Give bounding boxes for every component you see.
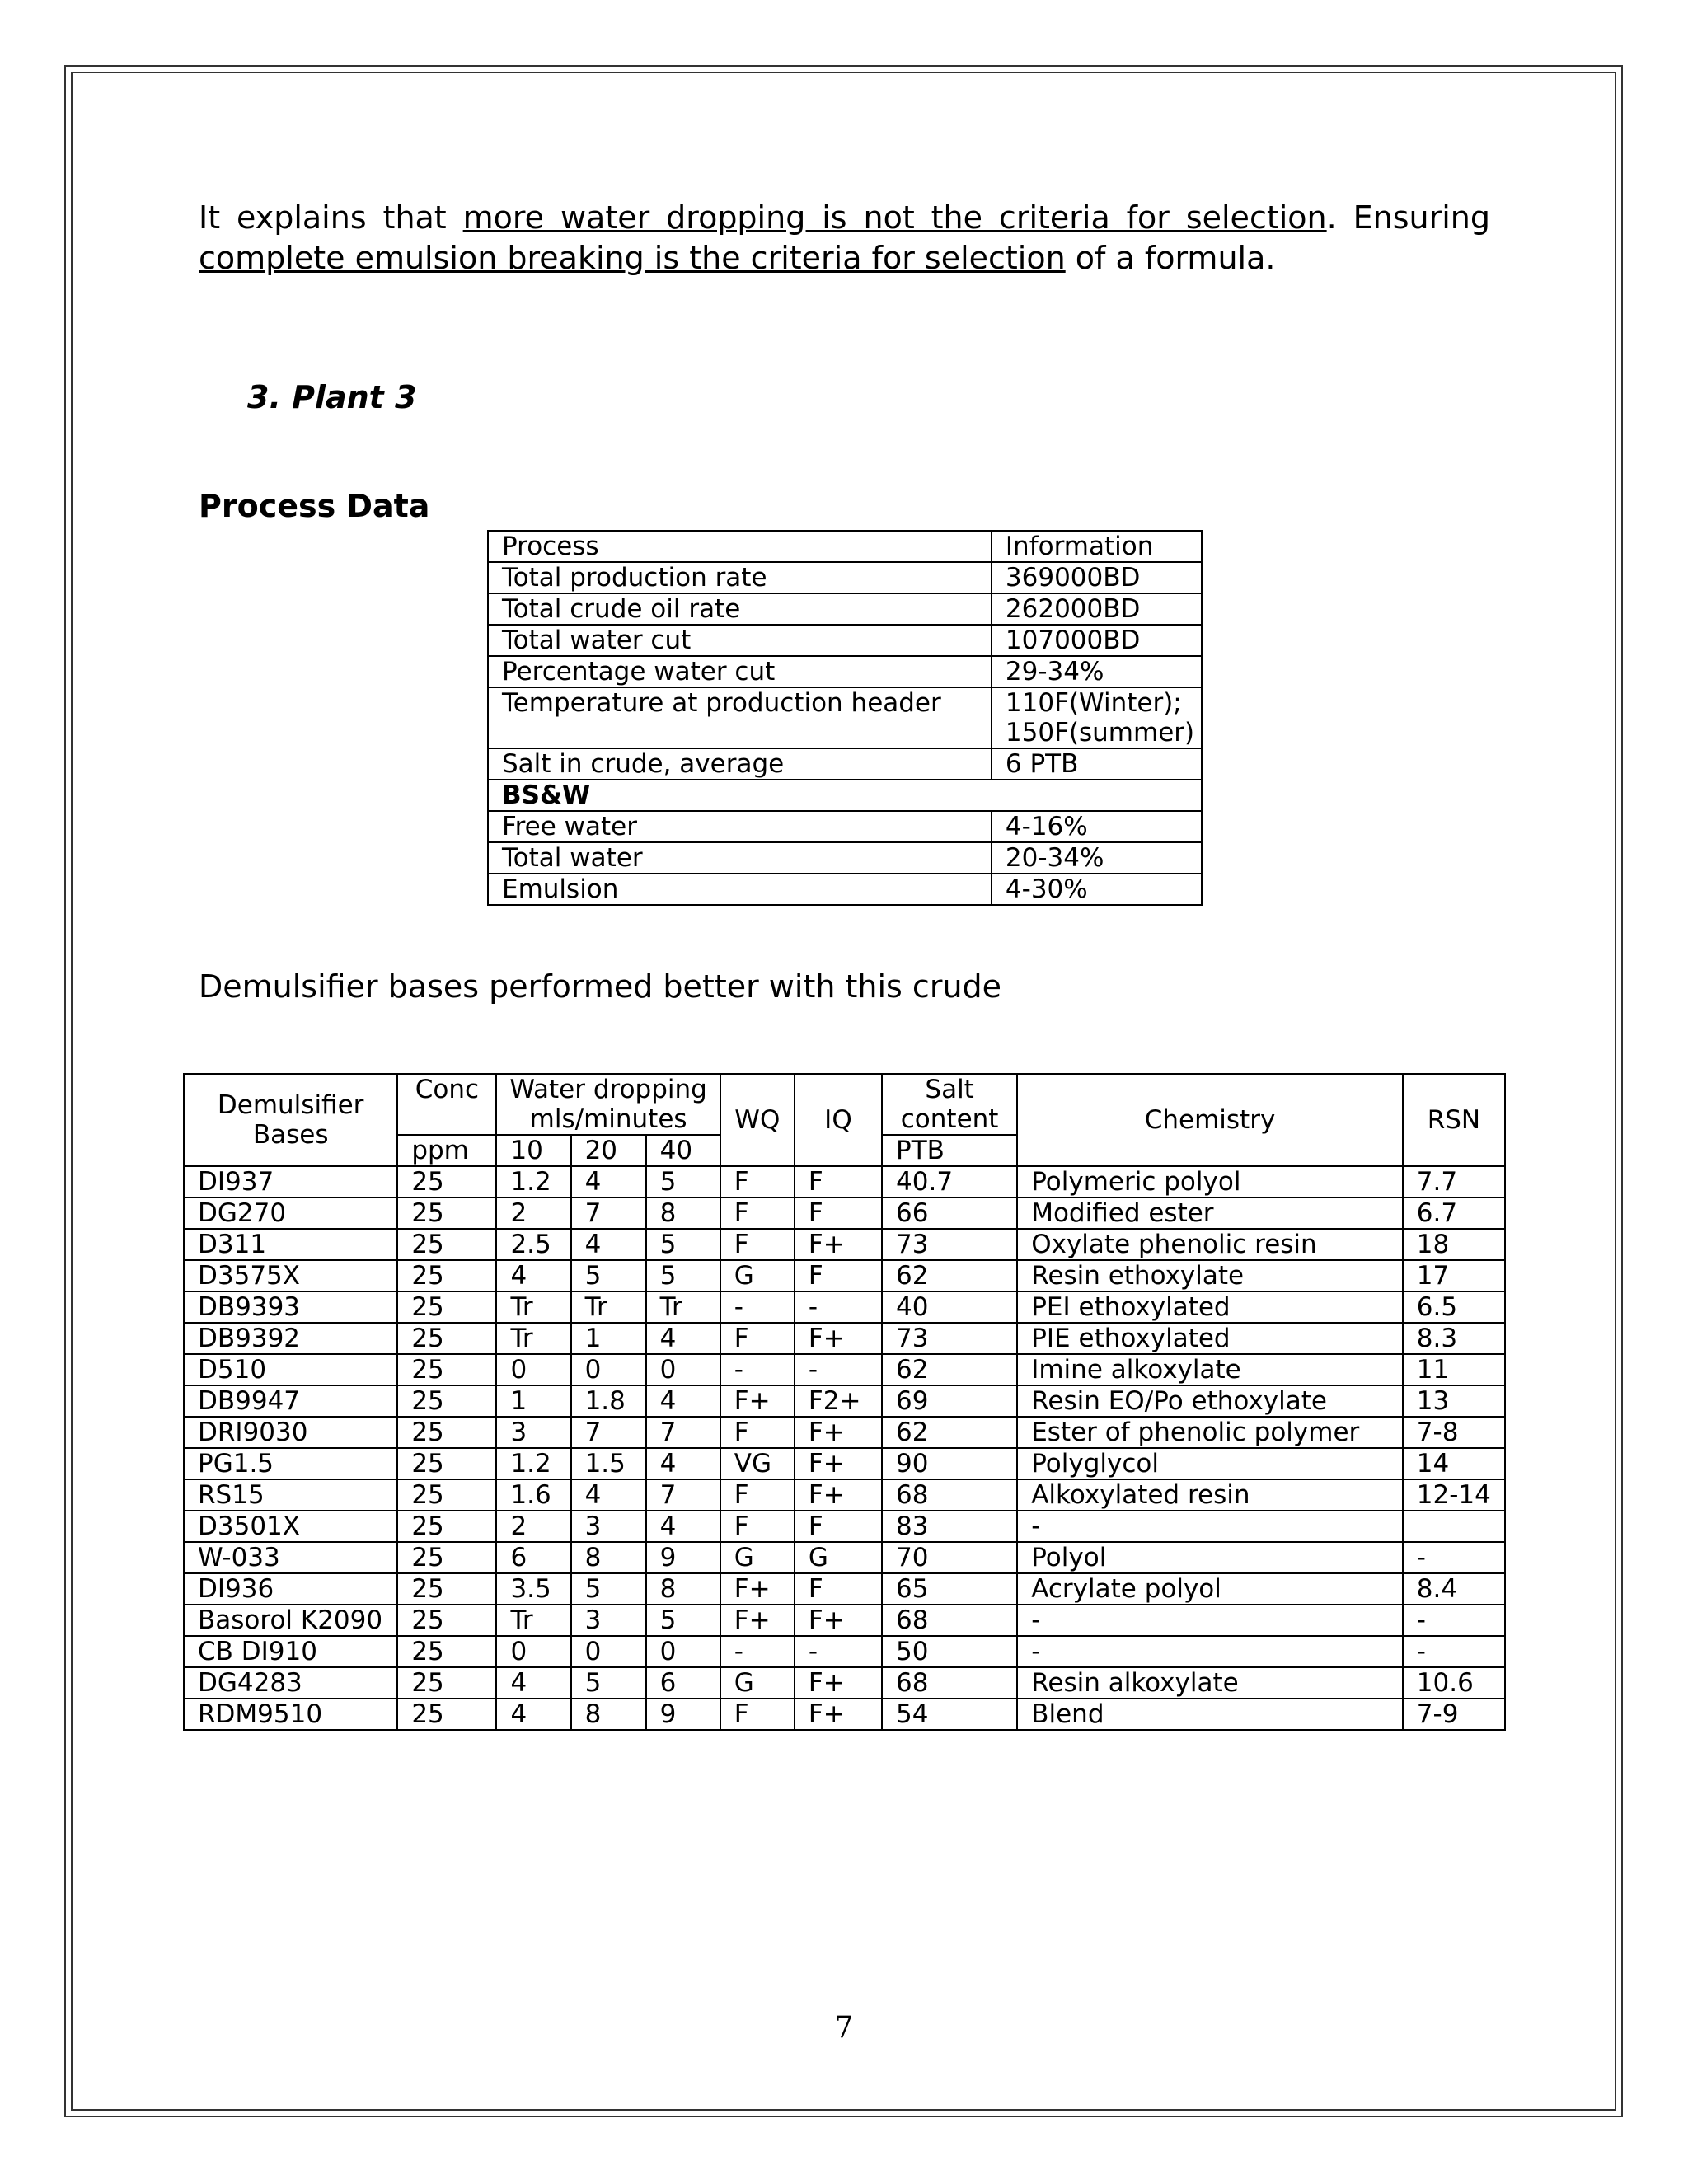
wq-cell: F+ <box>720 1573 795 1605</box>
table-row <box>184 1479 1505 1511</box>
table-row <box>184 1260 1505 1291</box>
iq-cell: F <box>795 1197 882 1229</box>
iq-cell: F+ <box>795 1699 882 1730</box>
chemistry-cell: Acrylate polyol <box>1017 1573 1403 1605</box>
process-table <box>487 530 1203 906</box>
base-cell: W-033 <box>184 1542 397 1573</box>
base-cell: RS15 <box>184 1479 397 1511</box>
drop-10-cell: 4 <box>496 1667 570 1699</box>
rsn-cell: 6.5 <box>1403 1291 1505 1323</box>
drop-40-cell: 4 <box>646 1511 720 1542</box>
drop-40-cell: 5 <box>646 1605 720 1636</box>
chemistry-cell: Resin ethoxylate <box>1017 1260 1403 1291</box>
table-row <box>184 1166 1505 1197</box>
drop-20-cell: 7 <box>571 1197 646 1229</box>
drop-10-cell: 3.5 <box>496 1573 570 1605</box>
drop-10-cell: Tr <box>496 1323 570 1354</box>
drop-40-cell: 5 <box>646 1260 720 1291</box>
iq-cell: F <box>795 1166 882 1197</box>
drop-40-cell: 5 <box>646 1166 720 1197</box>
table-row <box>488 842 1202 874</box>
conc-cell: 25 <box>397 1166 496 1197</box>
table-row <box>184 1197 1505 1229</box>
header-salt: Salt content <box>882 1074 1017 1135</box>
rsn-cell: 12-14 <box>1403 1479 1505 1511</box>
chemistry-cell: - <box>1017 1605 1403 1636</box>
drop-20-cell: 5 <box>571 1260 646 1291</box>
salt-cell: 70 <box>882 1542 1017 1573</box>
drop-40-cell: 0 <box>646 1636 720 1667</box>
table-row <box>488 811 1202 842</box>
subheader-ppm: ppm <box>397 1135 496 1166</box>
drop-10-cell: 0 <box>496 1636 570 1667</box>
table-row <box>184 1605 1505 1636</box>
wq-cell: - <box>720 1354 795 1385</box>
process-name-cell: Total water cut <box>488 625 992 656</box>
drop-20-cell: 1.5 <box>571 1448 646 1479</box>
wq-cell: F+ <box>720 1605 795 1636</box>
iq-cell: F <box>795 1511 882 1542</box>
iq-cell: - <box>795 1636 882 1667</box>
iq-cell: F+ <box>795 1605 882 1636</box>
process-value-cell: 20-34% <box>992 842 1202 874</box>
process-value-cell: 262000BD <box>992 593 1202 625</box>
drop-20-cell: 0 <box>571 1354 646 1385</box>
header-conc: Conc <box>397 1074 496 1135</box>
table-row <box>184 1385 1505 1417</box>
chemistry-cell: Imine alkoxylate <box>1017 1354 1403 1385</box>
table-row <box>488 748 1202 780</box>
drop-10-cell: 6 <box>496 1542 570 1573</box>
iq-cell: F+ <box>795 1323 882 1354</box>
header-bases: Demulsifier Bases <box>184 1074 397 1166</box>
base-cell: DB9947 <box>184 1385 397 1417</box>
header-rsn: RSN <box>1403 1074 1505 1166</box>
conc-cell: 25 <box>397 1479 496 1511</box>
salt-cell: 54 <box>882 1699 1017 1730</box>
drop-40-cell: 5 <box>646 1229 720 1260</box>
drop-20-cell: 3 <box>571 1511 646 1542</box>
salt-cell: 62 <box>882 1354 1017 1385</box>
wq-cell: F <box>720 1417 795 1448</box>
rsn-cell: - <box>1403 1542 1505 1573</box>
table-row <box>488 562 1202 593</box>
table-row <box>184 1636 1505 1667</box>
rsn-cell: 7-8 <box>1403 1417 1505 1448</box>
header-water-dropping: Water dropping mls/minutes <box>496 1074 720 1135</box>
table-row <box>184 1229 1505 1260</box>
drop-10-cell: 4 <box>496 1260 570 1291</box>
iq-cell: F2+ <box>795 1385 882 1417</box>
table-row <box>184 1542 1505 1573</box>
intro-underline-2: complete emulsion breaking is the criteria for selection <box>199 240 1066 276</box>
drop-40-cell: 7 <box>646 1479 720 1511</box>
table-row <box>184 1667 1505 1699</box>
chemistry-cell: Blend <box>1017 1699 1403 1730</box>
drop-10-cell: 1.2 <box>496 1448 570 1479</box>
process-value-cell: 110F(Winter); 150F(summer) <box>992 687 1202 748</box>
iq-cell: F+ <box>795 1417 882 1448</box>
drop-40-cell: 9 <box>646 1699 720 1730</box>
salt-cell: 40.7 <box>882 1166 1017 1197</box>
drop-20-cell: 7 <box>571 1417 646 1448</box>
salt-cell: 65 <box>882 1573 1017 1605</box>
conc-cell: 25 <box>397 1573 496 1605</box>
base-cell: DB9393 <box>184 1291 397 1323</box>
drop-20-cell: 4 <box>571 1229 646 1260</box>
iq-cell: F+ <box>795 1667 882 1699</box>
salt-cell: 68 <box>882 1667 1017 1699</box>
information-header-cell: Information <box>992 531 1202 562</box>
salt-cell: 69 <box>882 1385 1017 1417</box>
base-cell: D510 <box>184 1354 397 1385</box>
drop-20-cell: 0 <box>571 1636 646 1667</box>
wq-cell: F <box>720 1479 795 1511</box>
intro-underline-1: more water dropping is not the criteria for selection <box>462 199 1327 236</box>
base-cell: PG1.5 <box>184 1448 397 1479</box>
drop-20-cell: 5 <box>571 1573 646 1605</box>
base-cell: DG270 <box>184 1197 397 1229</box>
chemistry-cell: Resin alkoxylate <box>1017 1667 1403 1699</box>
wq-cell: VG <box>720 1448 795 1479</box>
salt-cell: 68 <box>882 1605 1017 1636</box>
base-cell: DI936 <box>184 1573 397 1605</box>
rsn-cell: 7.7 <box>1403 1166 1505 1197</box>
demulsifier-table-head <box>184 1074 1505 1166</box>
drop-10-cell: 2 <box>496 1197 570 1229</box>
intro-text-3: of a formula. <box>1065 240 1276 276</box>
table-row <box>184 1323 1505 1354</box>
drop-40-cell: 9 <box>646 1542 720 1573</box>
chemistry-cell: Oxylate phenolic resin <box>1017 1229 1403 1260</box>
process-header-cell: Process <box>488 531 992 562</box>
demulsifier-title: Demulsifier bases performed better with this crude <box>199 968 1002 1005</box>
conc-cell: 25 <box>397 1260 496 1291</box>
conc-cell: 25 <box>397 1291 496 1323</box>
drop-20-cell: 3 <box>571 1605 646 1636</box>
process-value-cell: 6 PTB <box>992 748 1202 780</box>
wq-cell: F+ <box>720 1385 795 1417</box>
iq-cell: F+ <box>795 1229 882 1260</box>
drop-10-cell: 4 <box>496 1699 570 1730</box>
chemistry-cell: Modified ester <box>1017 1197 1403 1229</box>
salt-cell: 90 <box>882 1448 1017 1479</box>
chemistry-cell: - <box>1017 1511 1403 1542</box>
drop-10-cell: Tr <box>496 1291 570 1323</box>
wq-cell: G <box>720 1667 795 1699</box>
drop-40-cell: 4 <box>646 1448 720 1479</box>
bsw-row <box>488 780 1202 811</box>
conc-cell: 25 <box>397 1636 496 1667</box>
iq-cell: F+ <box>795 1479 882 1511</box>
table-header-row <box>184 1074 1505 1135</box>
salt-cell: 62 <box>882 1417 1017 1448</box>
drop-20-cell: 4 <box>571 1479 646 1511</box>
process-name-cell: Total water <box>488 842 992 874</box>
conc-cell: 25 <box>397 1229 496 1260</box>
drop-40-cell: 6 <box>646 1667 720 1699</box>
drop-10-cell: 1.2 <box>496 1166 570 1197</box>
drop-40-cell: 7 <box>646 1417 720 1448</box>
page-number: 7 <box>834 2011 854 2045</box>
base-cell: CB DI910 <box>184 1636 397 1667</box>
bsw-label-cell: BS&W <box>488 780 1202 811</box>
subheader-40: 40 <box>646 1135 720 1166</box>
wq-cell: G <box>720 1542 795 1573</box>
drop-20-cell: 1.8 <box>571 1385 646 1417</box>
conc-cell: 25 <box>397 1197 496 1229</box>
iq-cell: F <box>795 1573 882 1605</box>
intro-text-1: It explains that <box>199 199 463 236</box>
base-cell: D3501X <box>184 1511 397 1542</box>
table-row <box>184 1448 1505 1479</box>
demulsifier-table <box>183 1073 1506 1731</box>
salt-cell: 66 <box>882 1197 1017 1229</box>
table-row <box>488 874 1202 905</box>
drop-10-cell: 1 <box>496 1385 570 1417</box>
subheader-20: 20 <box>571 1135 646 1166</box>
salt-cell: 40 <box>882 1291 1017 1323</box>
intro-paragraph <box>199 198 1490 279</box>
conc-cell: 25 <box>397 1448 496 1479</box>
salt-cell: 73 <box>882 1323 1017 1354</box>
rsn-cell <box>1403 1511 1505 1542</box>
rsn-cell: 17 <box>1403 1260 1505 1291</box>
conc-cell: 25 <box>397 1417 496 1448</box>
drop-10-cell: Tr <box>496 1605 570 1636</box>
chemistry-cell: PEI ethoxylated <box>1017 1291 1403 1323</box>
conc-cell: 25 <box>397 1354 496 1385</box>
rsn-cell: - <box>1403 1605 1505 1636</box>
rsn-cell: 8.3 <box>1403 1323 1505 1354</box>
drop-40-cell: Tr <box>646 1291 720 1323</box>
iq-cell: - <box>795 1354 882 1385</box>
salt-cell: 68 <box>882 1479 1017 1511</box>
chemistry-cell: Polyglycol <box>1017 1448 1403 1479</box>
intro-text-2: . Ensuring <box>1326 199 1490 236</box>
drop-20-cell: 8 <box>571 1542 646 1573</box>
base-cell: DI937 <box>184 1166 397 1197</box>
rsn-cell: 8.4 <box>1403 1573 1505 1605</box>
base-cell: Basorol K2090 <box>184 1605 397 1636</box>
header-chemistry: Chemistry <box>1017 1074 1403 1166</box>
chemistry-cell: Alkoxylated resin <box>1017 1479 1403 1511</box>
drop-40-cell: 4 <box>646 1323 720 1354</box>
table-row <box>184 1699 1505 1730</box>
base-cell: D311 <box>184 1229 397 1260</box>
process-value-cell: 4-30% <box>992 874 1202 905</box>
wq-cell: F <box>720 1323 795 1354</box>
wq-cell: F <box>720 1197 795 1229</box>
process-value-cell: 4-16% <box>992 811 1202 842</box>
rsn-cell: 18 <box>1403 1229 1505 1260</box>
chemistry-cell: Ester of phenolic polymer <box>1017 1417 1403 1448</box>
iq-cell: F+ <box>795 1448 882 1479</box>
conc-cell: 25 <box>397 1511 496 1542</box>
rsn-cell: 14 <box>1403 1448 1505 1479</box>
drop-10-cell: 2.5 <box>496 1229 570 1260</box>
wq-cell: G <box>720 1260 795 1291</box>
base-cell: D3575X <box>184 1260 397 1291</box>
drop-10-cell: 0 <box>496 1354 570 1385</box>
chemistry-cell: Polymeric polyol <box>1017 1166 1403 1197</box>
drop-20-cell: Tr <box>571 1291 646 1323</box>
table-row <box>488 687 1202 748</box>
drop-10-cell: 3 <box>496 1417 570 1448</box>
process-value-cell: 107000BD <box>992 625 1202 656</box>
process-name-cell: Total crude oil rate <box>488 593 992 625</box>
drop-20-cell: 8 <box>571 1699 646 1730</box>
demulsifier-table-body <box>184 1166 1505 1730</box>
rsn-cell: 13 <box>1403 1385 1505 1417</box>
process-name-cell: Temperature at production header <box>488 687 992 748</box>
drop-40-cell: 8 <box>646 1197 720 1229</box>
process-data-title: Process Data <box>199 488 430 524</box>
salt-cell: 73 <box>882 1229 1017 1260</box>
conc-cell: 25 <box>397 1667 496 1699</box>
conc-cell: 25 <box>397 1323 496 1354</box>
section-heading: 3. Plant 3 <box>247 379 417 415</box>
iq-cell: G <box>795 1542 882 1573</box>
drop-40-cell: 4 <box>646 1385 720 1417</box>
process-name-cell: Salt in crude, average <box>488 748 992 780</box>
salt-cell: 83 <box>882 1511 1017 1542</box>
table-row <box>488 625 1202 656</box>
rsn-cell: 6.7 <box>1403 1197 1505 1229</box>
drop-20-cell: 5 <box>571 1667 646 1699</box>
salt-cell: 62 <box>882 1260 1017 1291</box>
rsn-cell: - <box>1403 1636 1505 1667</box>
table-row <box>184 1354 1505 1385</box>
base-cell: DG4283 <box>184 1667 397 1699</box>
header-wq: WQ <box>720 1074 795 1166</box>
table-row <box>184 1511 1505 1542</box>
rsn-cell: 11 <box>1403 1354 1505 1385</box>
process-value-cell: 369000BD <box>992 562 1202 593</box>
table-row <box>488 593 1202 625</box>
conc-cell: 25 <box>397 1605 496 1636</box>
conc-cell: 25 <box>397 1385 496 1417</box>
base-cell: DRI9030 <box>184 1417 397 1448</box>
rsn-cell: 7-9 <box>1403 1699 1505 1730</box>
drop-10-cell: 1.6 <box>496 1479 570 1511</box>
process-value-cell: 29-34% <box>992 656 1202 687</box>
process-name-cell: Free water <box>488 811 992 842</box>
table-row <box>488 656 1202 687</box>
wq-cell: F <box>720 1166 795 1197</box>
process-table-body <box>488 531 1202 905</box>
subheader-10: 10 <box>496 1135 570 1166</box>
table-row <box>184 1417 1505 1448</box>
iq-cell: - <box>795 1291 882 1323</box>
base-cell: RDM9510 <box>184 1699 397 1730</box>
wq-cell: - <box>720 1636 795 1667</box>
wq-cell: F <box>720 1229 795 1260</box>
wq-cell: F <box>720 1699 795 1730</box>
table-row <box>184 1573 1505 1605</box>
rsn-cell: 10.6 <box>1403 1667 1505 1699</box>
chemistry-cell: Resin EO/Po ethoxylate <box>1017 1385 1403 1417</box>
conc-cell: 25 <box>397 1542 496 1573</box>
salt-cell: 50 <box>882 1636 1017 1667</box>
iq-cell: F <box>795 1260 882 1291</box>
drop-20-cell: 1 <box>571 1323 646 1354</box>
chemistry-cell: - <box>1017 1636 1403 1667</box>
process-name-cell: Emulsion <box>488 874 992 905</box>
subheader-ptb: PTB <box>882 1135 1017 1166</box>
conc-cell: 25 <box>397 1699 496 1730</box>
process-name-cell: Percentage water cut <box>488 656 992 687</box>
drop-40-cell: 0 <box>646 1354 720 1385</box>
table-row <box>184 1291 1505 1323</box>
header-iq: IQ <box>795 1074 882 1166</box>
base-cell: DB9392 <box>184 1323 397 1354</box>
wq-cell: F <box>720 1511 795 1542</box>
chemistry-cell: Polyol <box>1017 1542 1403 1573</box>
drop-10-cell: 2 <box>496 1511 570 1542</box>
process-name-cell: Total production rate <box>488 562 992 593</box>
drop-20-cell: 4 <box>571 1166 646 1197</box>
table-header-row <box>488 531 1202 562</box>
drop-40-cell: 8 <box>646 1573 720 1605</box>
wq-cell: - <box>720 1291 795 1323</box>
chemistry-cell: PIE ethoxylated <box>1017 1323 1403 1354</box>
